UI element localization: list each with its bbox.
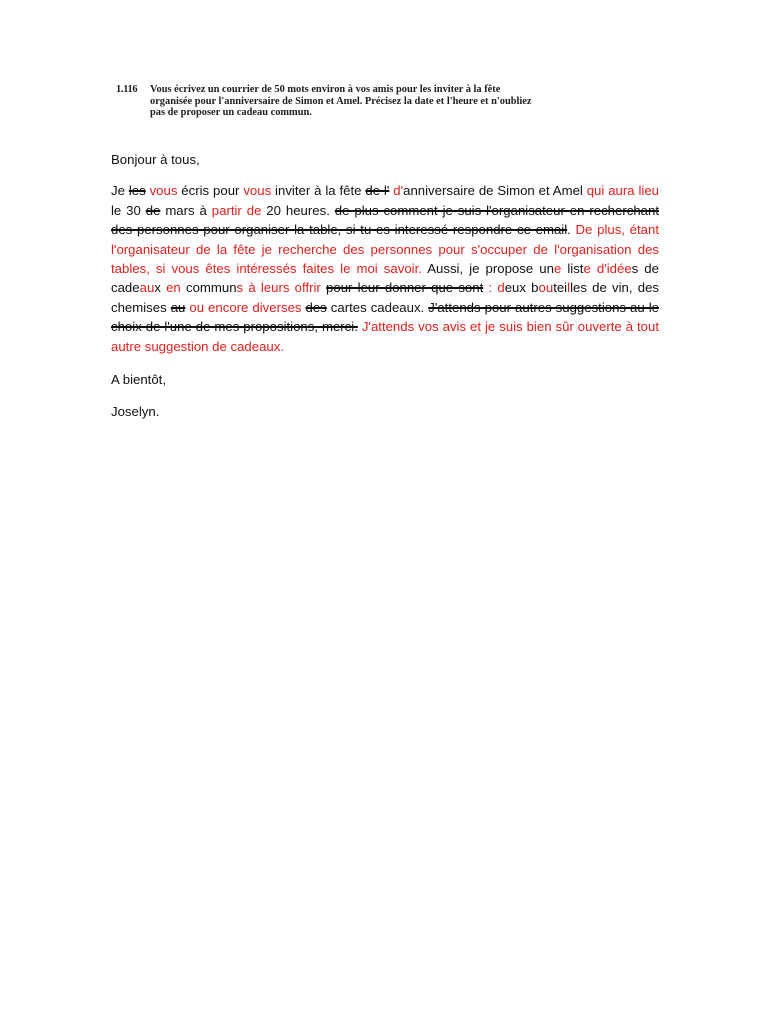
letter-closing: A bientôt, <box>111 372 166 388</box>
correction-deletion: de plus comment je suis l'organisateur en recherchant des personnes pour organiser la table, si tu es interessé respondre ce email <box>111 202 659 238</box>
correction-deletion: J'attends pour autres suggestions au le choix de l'une de mes propositions, merci. <box>111 299 659 335</box>
letter-signature: Joselyn. <box>111 404 160 420</box>
exercise-number: 1.116 <box>116 84 138 95</box>
correction-insert: en <box>166 280 181 296</box>
letter-text: Aussi, je propose un <box>421 261 554 277</box>
correction-insert: vous <box>243 183 272 199</box>
correction-insert: ou encore diverses <box>189 299 302 315</box>
letter-text: anniversaire de Simon et Amel <box>403 183 587 199</box>
correction-deletion: de <box>145 202 161 218</box>
letter-text: list <box>561 261 584 277</box>
letter-paragraph <box>111 181 659 356</box>
correction-insert: e <box>553 261 562 277</box>
letter-text: les de vin, des chemises <box>111 280 659 315</box>
correction-insert: ou <box>538 280 554 296</box>
letter-text: mars à <box>160 202 212 218</box>
letter-text: inviter à la fête <box>271 183 366 199</box>
letter-text: s de cade <box>111 261 659 296</box>
correction-insert: De plus, étant l'organisateur de la fête je recherche des personnes pour s'occuper de l'organisation des tables, si vous êtes intéressés faites le moi savoir. <box>111 222 660 277</box>
letter-text: . <box>567 222 576 238</box>
correction-insert: e d'idée <box>583 261 632 277</box>
correction-insert: d' <box>393 183 404 199</box>
correction-deletion: de l' <box>365 183 390 199</box>
correction-deletion: les <box>128 183 146 199</box>
correction-deletion: pour leur donner que sont <box>326 280 484 296</box>
correction-deletion: des <box>305 299 327 315</box>
correction-insert: qui aura lieu <box>586 183 660 199</box>
correction-insert: l <box>567 280 571 296</box>
letter-text: cartes cadeaux. <box>326 299 429 315</box>
correction-deletion: au <box>170 299 186 315</box>
letter-text: écris pour <box>177 183 244 199</box>
letter-text: Je <box>111 183 129 199</box>
correction-insert: : d <box>488 280 505 296</box>
exercise-prompt-scan <box>116 84 532 138</box>
exercise-line: organisée pour l'anniversaire de Simon et Amel. Précisez la date et l'heure et n'oubliez <box>150 95 532 107</box>
correction-insert: au <box>139 280 155 296</box>
exercise-line: pas de proposer un cadeau commun. <box>150 107 312 119</box>
letter-body <box>111 150 659 422</box>
correction-insert: partir de <box>211 202 262 218</box>
letter-text: eux b <box>504 280 539 296</box>
letter-text: commun <box>180 280 237 296</box>
letter-text: x <box>154 280 167 296</box>
correction-insert: J'attends vos avis et je suis bien sûr ouverte à tout autre suggestion de cadeaux. <box>111 319 659 354</box>
letter-text: tei <box>553 280 568 296</box>
letter-greeting: Bonjour à tous, <box>111 152 200 167</box>
exercise-line: Vous écrivez un courrier de 50 mots environ à vos amis pour les inviter à la fête <box>150 84 501 95</box>
exercise-instructions <box>150 84 532 119</box>
letter-text: 20 heures. <box>261 202 335 218</box>
correction-insert: vous <box>149 183 178 199</box>
letter-text: le 30 <box>111 202 146 218</box>
correction-insert: s à leurs offrir <box>236 280 321 296</box>
